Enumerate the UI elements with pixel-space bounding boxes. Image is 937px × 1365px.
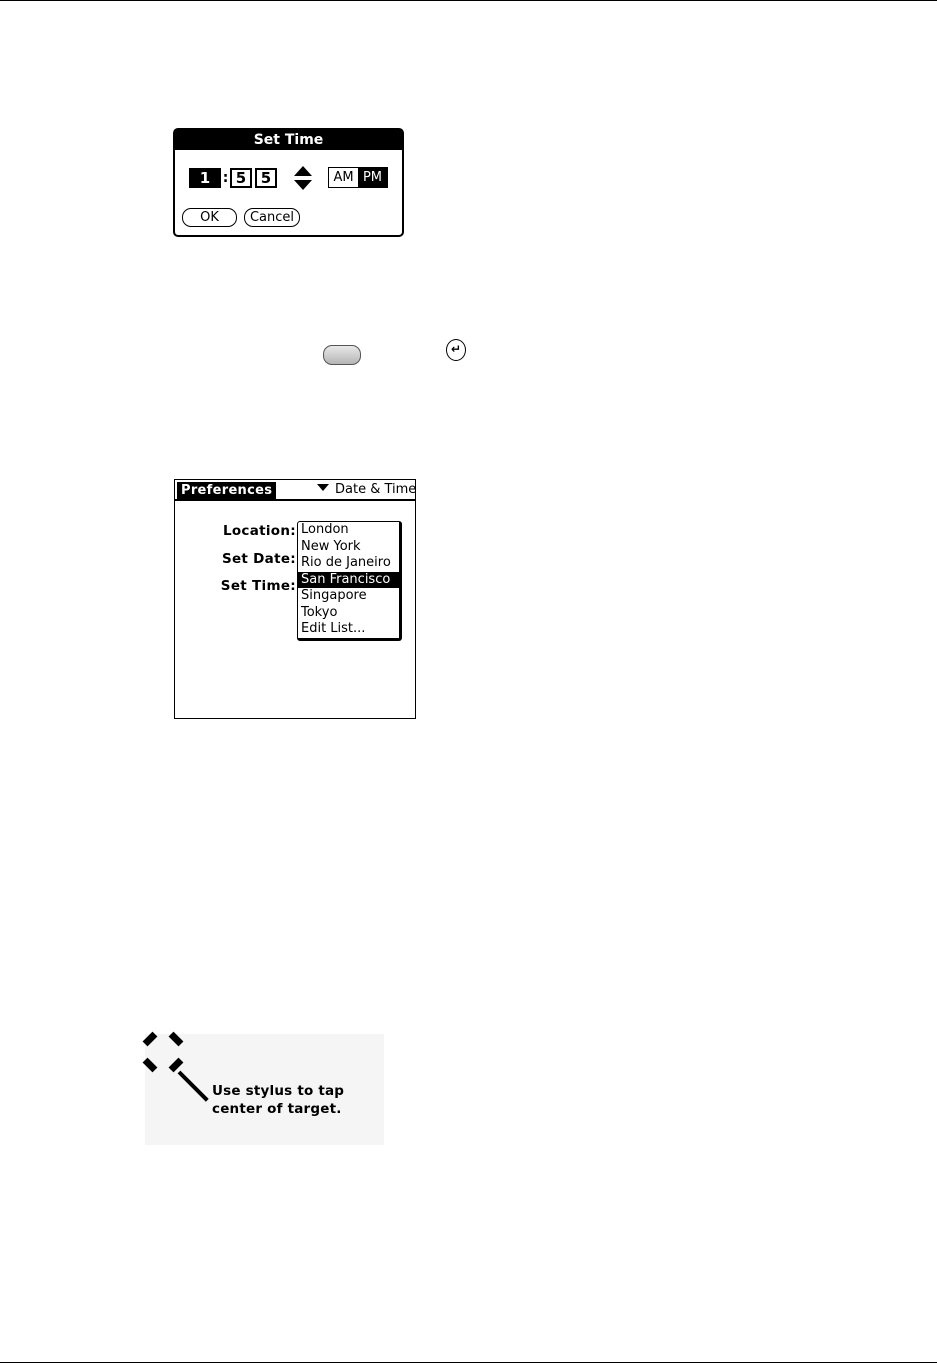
header-divider (175, 499, 415, 501)
minute-tens-field[interactable]: 5 (230, 168, 252, 188)
edit-list-item[interactable]: Edit List... (301, 621, 366, 636)
target-arm (169, 1032, 184, 1047)
list-item[interactable]: Tokyo (301, 604, 338, 620)
target-icon[interactable] (145, 1034, 181, 1070)
time-fields (189, 167, 277, 189)
scroll-button-icon (323, 345, 361, 365)
ok-button[interactable]: OK (182, 208, 237, 227)
set-time-dialog (173, 128, 404, 237)
hour-field[interactable]: 1 (189, 168, 221, 188)
screen-title: Preferences (177, 482, 276, 499)
target-arm (169, 1058, 184, 1073)
location-pick-list (297, 521, 402, 641)
set-time-label: Set Time: (220, 578, 296, 594)
location-label: Location: (222, 523, 296, 539)
instruction-line-1: Use stylus to tap (212, 1083, 345, 1099)
panel-pick-list[interactable] (317, 481, 416, 498)
time-stepper (292, 166, 314, 192)
preferences-screen (174, 479, 416, 719)
am-button[interactable]: AM (333, 170, 354, 185)
set-date-label: Set Date: (221, 551, 296, 567)
cancel-button[interactable]: Cancel (244, 208, 300, 227)
pm-button[interactable]: PM (358, 168, 387, 187)
am-pm-toggle (328, 167, 388, 188)
list-item[interactable]: Singapore (301, 588, 367, 603)
dialog-title: Set Time (175, 130, 402, 150)
digitizer-prompt (145, 1034, 384, 1145)
panel-label: Date & Time (335, 482, 417, 497)
list-item[interactable]: New York (301, 538, 361, 554)
instruction-line-2: center of target. (212, 1101, 342, 1117)
stylus-icon (178, 1071, 209, 1102)
calibration-instructions (212, 1082, 344, 1118)
decrement-arrow-icon[interactable] (294, 180, 312, 190)
preferences-header (175, 480, 415, 500)
bottom-rule (0, 1362, 937, 1363)
time-separator: : (222, 170, 229, 186)
list-item[interactable]: Rio de Janeiro (301, 555, 391, 570)
target-arm (143, 1058, 158, 1073)
increment-arrow-icon[interactable] (294, 166, 312, 176)
list-item[interactable]: London (301, 522, 349, 537)
top-rule (0, 0, 937, 1)
target-arm (143, 1032, 158, 1047)
list-item-selected[interactable]: San Francisco (298, 572, 399, 589)
minute-ones-field[interactable]: 5 (255, 168, 277, 188)
enter-stroke-icon: ↵ (446, 339, 466, 361)
dropdown-triangle-icon (317, 484, 329, 491)
